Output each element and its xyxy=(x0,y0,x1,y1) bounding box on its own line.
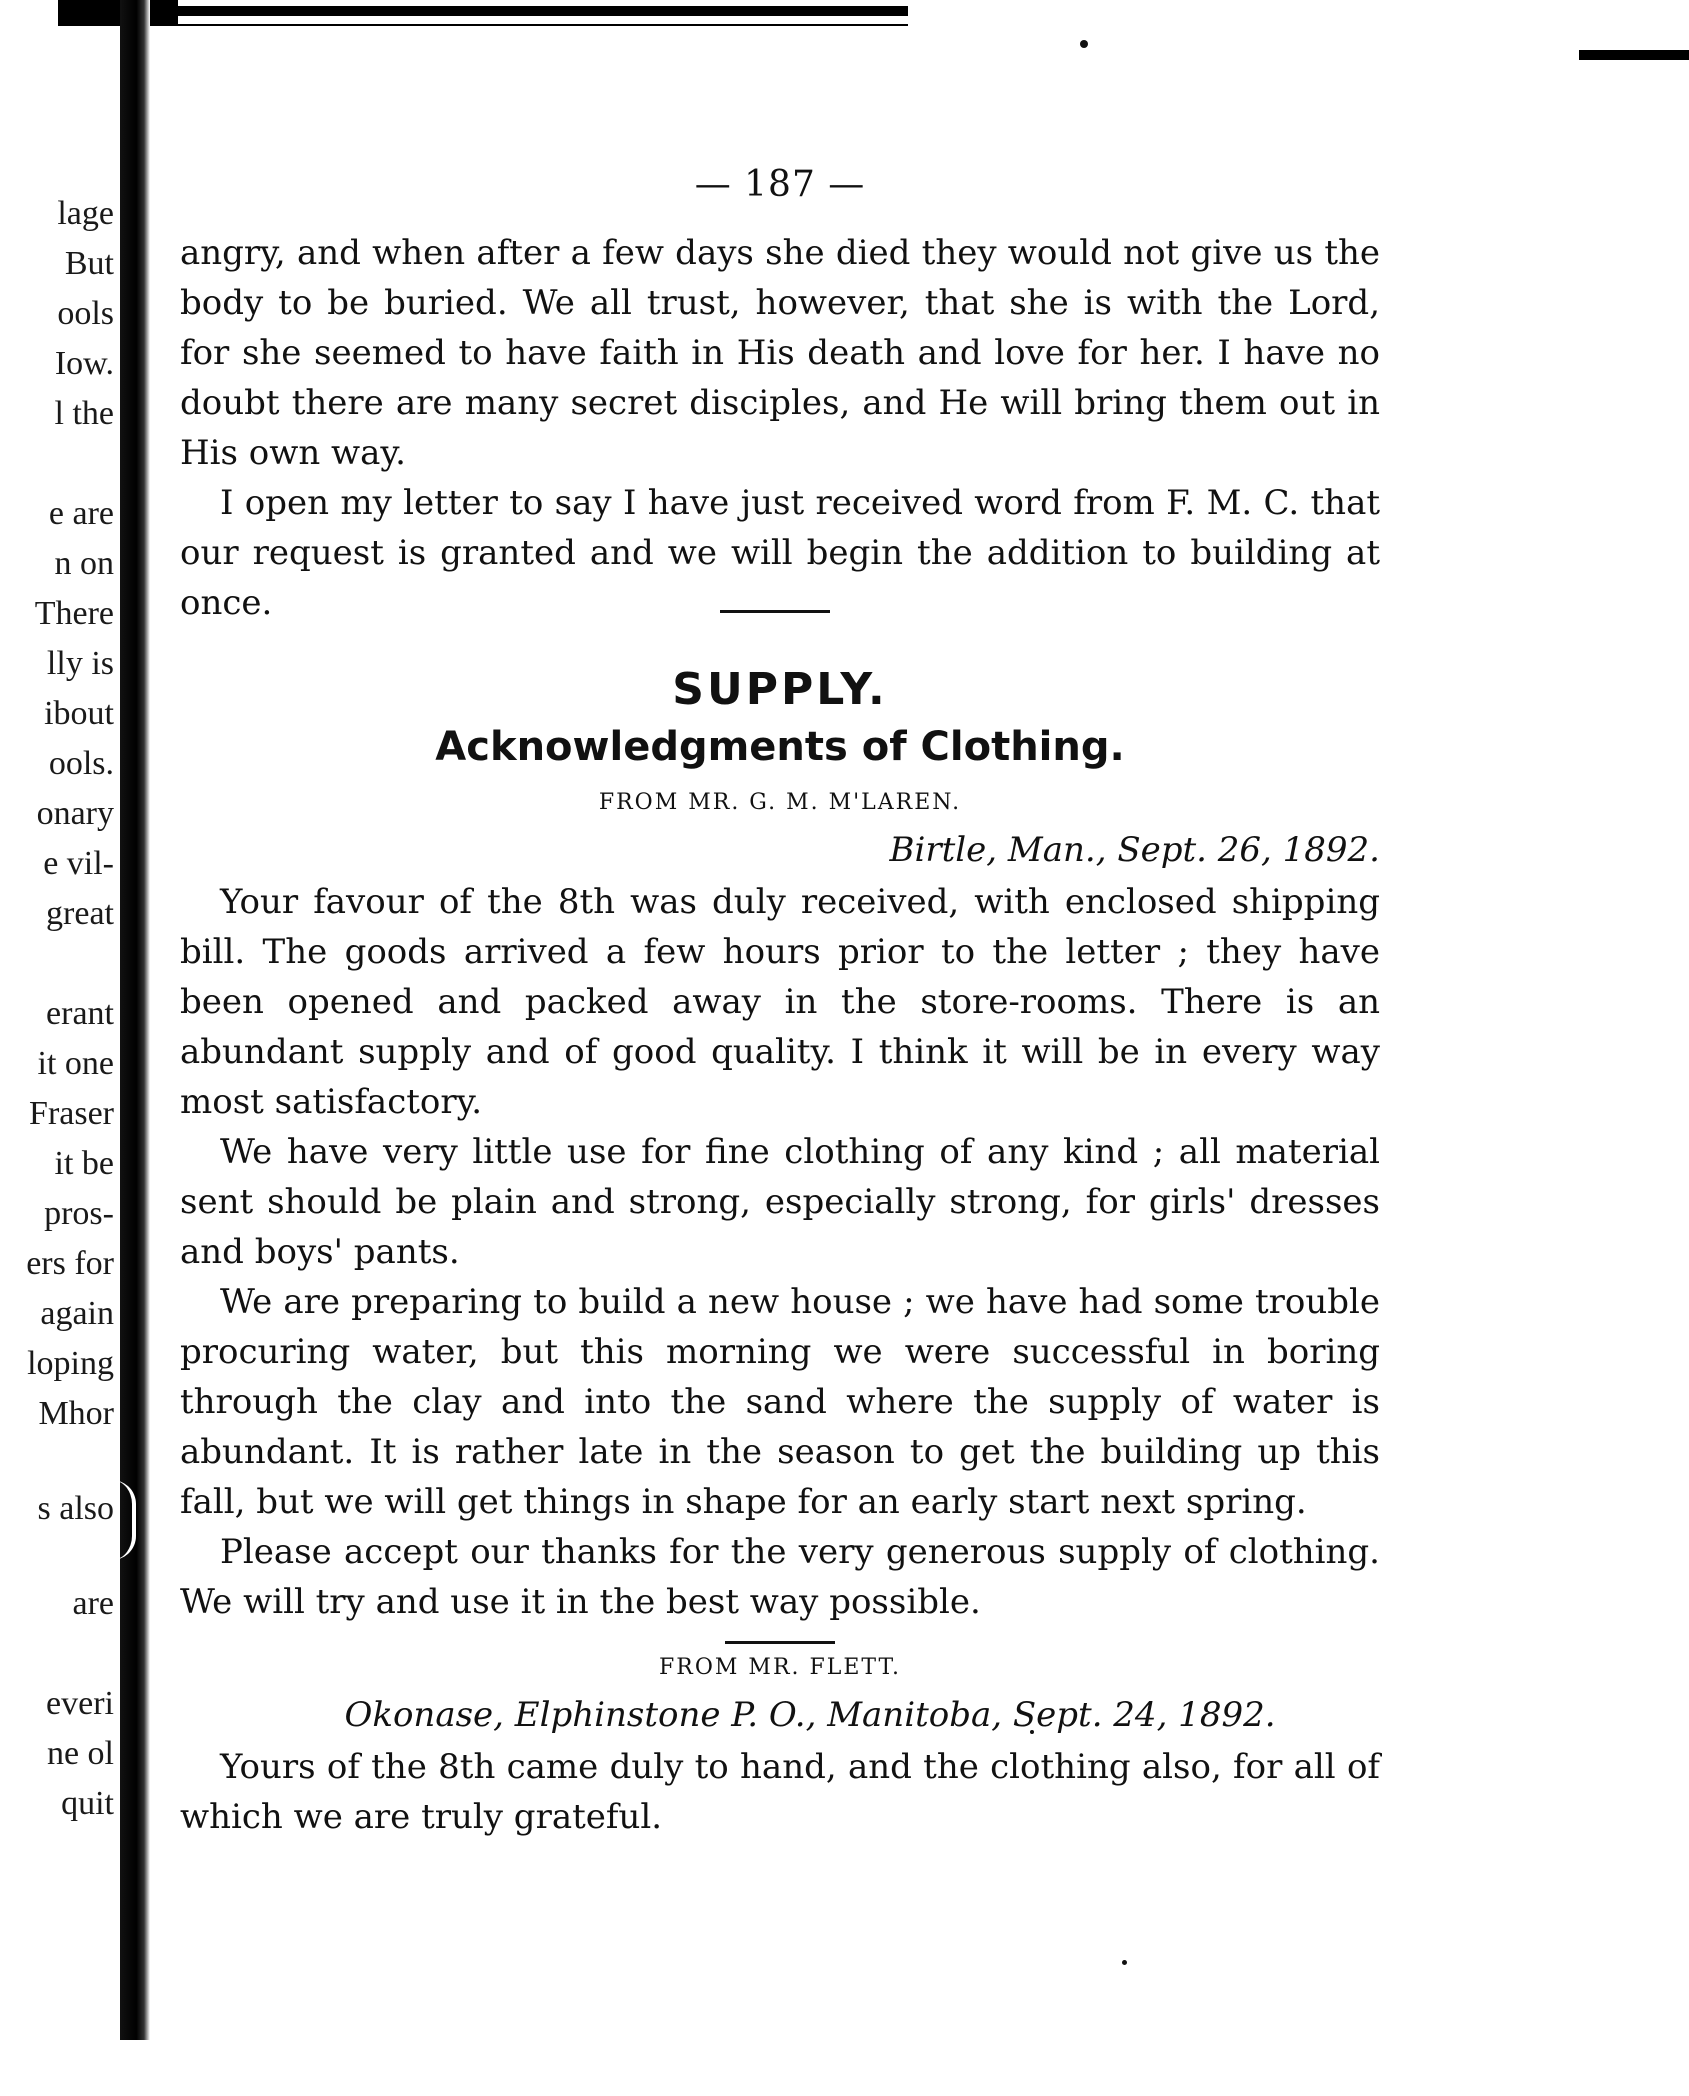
letter-paragraph: We have very little use for fine clothing of any kind ; all material sent should be plain and strong, especially strong, for girls' dresses and boys' pants. xyxy=(180,1132,1380,1272)
bleed-word: it be xyxy=(54,1145,114,1182)
letter-dateline: Birtle, Man., Sept. 26, 1892. xyxy=(889,830,1380,870)
bleed-word: everi xyxy=(46,1685,114,1722)
section-subtitle: Acknowledgments of Clothing. xyxy=(435,724,1125,770)
section-title: SUPPLY. xyxy=(672,664,888,715)
section-divider xyxy=(720,610,830,613)
bleed-word: But xyxy=(64,245,114,282)
page-number: — 187 — xyxy=(694,164,866,205)
bleed-word: ne ol xyxy=(46,1735,114,1772)
bleed-word: onary xyxy=(36,795,114,832)
body-paragraph: angry, and when after a few days she died they would not give us the body to be buried. We all trust, however, that she is with the Lord, for she seemed to have faith in His death and love for her. I have no doubt there are many secret disciples, and He will bring them out in His own way. xyxy=(180,233,1380,473)
speck xyxy=(1122,1960,1127,1965)
bleed-word: Fraser xyxy=(29,1095,114,1132)
letter-paragraph: Your favour of the 8th was duly received, with enclosed shipping bill. The goods arrived a few hours prior to the letter ; they have been opened and packed away in the store-rooms. There is an abundant supply and of good quality. I think it will be in every way most satisfactory. xyxy=(180,882,1380,1122)
bleed-word: it one xyxy=(37,1045,114,1082)
bleed-word: are xyxy=(72,1585,114,1622)
letter-paragraph: Please accept our thanks for the very generous supply of clothing. We will try and use it in the best way possible. xyxy=(180,1532,1380,1622)
letter-mclaren xyxy=(180,781,1380,1627)
letter-from: FROM MR. FLETT. xyxy=(659,1655,901,1680)
top-scan-rule xyxy=(58,6,908,28)
letter-dateline: Okonase, Elphinstone P. O., Manitoba, Sept. 24, 1892. xyxy=(344,1695,1276,1735)
letter-paragraph: We are preparing to build a new house ; we have had some trouble procuring water, but this morning we were successful in boring through the clay and into the sand where the supply of water is abundant. It is rather late in the season to get the building up this fall, but we will get things in shape for an early start next spring. xyxy=(180,1282,1380,1522)
bleed-word: loping xyxy=(27,1345,114,1382)
bleed-word: There xyxy=(34,595,114,632)
bleed-word: s also xyxy=(37,1490,114,1527)
page-content xyxy=(180,160,1380,1842)
bleed-word: ools xyxy=(57,295,114,332)
bleed-word: quit xyxy=(61,1785,114,1822)
facing-page-bleed-through xyxy=(0,0,118,2096)
bleed-word: lage xyxy=(57,195,114,232)
letter-from: FROM MR. G. M. M'LAREN. xyxy=(598,790,962,815)
bleed-word: e are xyxy=(48,495,114,532)
right-edge-shadow xyxy=(1579,50,1689,60)
bleed-word: pros- xyxy=(44,1195,114,1232)
bleed-word: Mhor xyxy=(38,1395,114,1432)
bleed-word: n on xyxy=(54,545,114,582)
bleed-word: ers for xyxy=(26,1245,114,1282)
letter-divider xyxy=(725,1641,835,1644)
bleed-word: ibout xyxy=(44,695,114,732)
letter-paragraph: Yours of the 8th came duly to hand, and the clothing also, for all of which we are truly grateful. xyxy=(180,1747,1380,1837)
speck xyxy=(1080,40,1088,48)
body-paragraph: I open my letter to say I have just received word from F. M. C. that our request is granted and we will begin the addition to building at once. xyxy=(180,483,1380,623)
bleed-word: great xyxy=(46,895,114,932)
bleed-word: l the xyxy=(54,395,114,432)
binding-shadow xyxy=(120,0,150,2040)
bleed-word: erant xyxy=(46,995,114,1032)
bleed-word: Iow. xyxy=(54,345,114,382)
bleed-word: lly is xyxy=(46,645,114,682)
bleed-word: e vil- xyxy=(43,845,114,882)
bleed-word: again xyxy=(40,1295,114,1332)
letter-flett xyxy=(180,1646,1380,1842)
bleed-word: ools. xyxy=(48,745,114,782)
